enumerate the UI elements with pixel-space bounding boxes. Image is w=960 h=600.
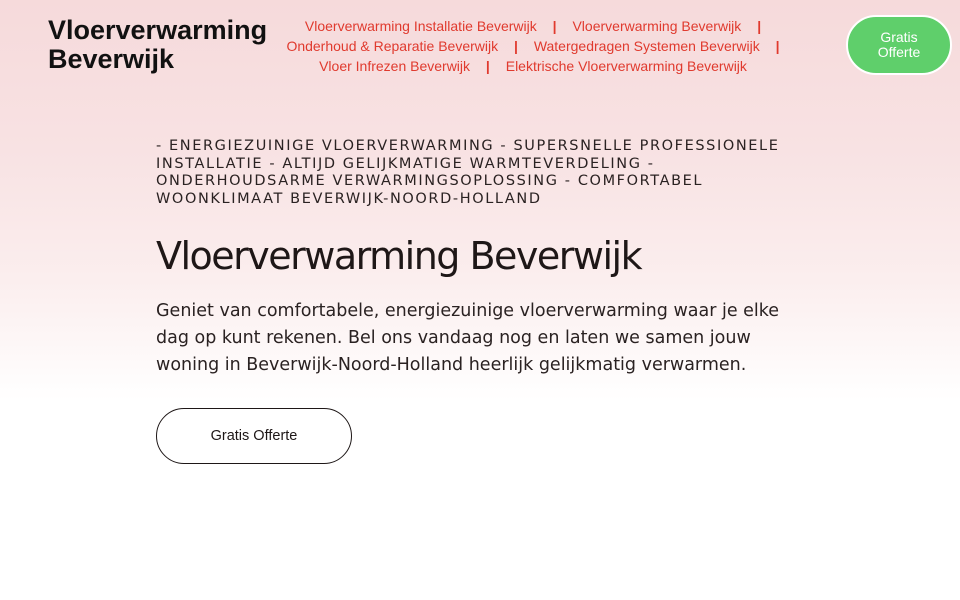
header-quote-label-line2: Offerte (877, 44, 921, 60)
hero-description: Geniet van comfortabele, energiezuinige vloerverwarming waar je elke dag op kunt rekenen. Bel ons vandaag nog en laten we samen jouw woning in Beverwijk-Noord-Holland heerlijk gelijkmatig verwarmen. (156, 301, 780, 375)
site-title (48, 16, 278, 74)
nav-link-installatie[interactable]: Vloerverwarming Installatie Beverwijk (304, 18, 537, 34)
nav-row-3 (268, 56, 798, 76)
header-quote-label (869, 30, 929, 60)
nav-row-2 (268, 36, 798, 56)
nav-link-elektrisch[interactable]: Elektrische Vloerverwarming Beverwijk (505, 58, 747, 74)
header-quote-button[interactable] (846, 15, 952, 75)
header-quote-label-line1: Gratis (880, 29, 918, 45)
nav-separator: | (514, 38, 518, 54)
nav-separator: | (552, 18, 557, 34)
hero-heading: Vloerverwarming Beverwijk (156, 234, 642, 278)
hero-tagline: - ENERGIEZUINIGE VLOERVERWARMING - SUPERSNELLE PROFESSIONELE INSTALLATIE - ALTIJD GELIJKMATIGE WARMTEVERDELING - ONDERHOUDSARME VERWARMINGSOPLOSSING - COMFORTABEL WOONKLIMAAT BEVERWIJK-NOORD-HOLLAND (156, 138, 780, 207)
nav-separator: | (757, 18, 762, 34)
nav-separator: | (775, 38, 780, 54)
nav-link-vloerverwarming[interactable]: Vloerverwarming Beverwijk (572, 18, 742, 34)
nav-separator: | (485, 58, 490, 74)
main-nav (268, 16, 798, 76)
nav-link-infrezen[interactable]: Vloer Infrezen Beverwijk (319, 58, 471, 74)
nav-link-onderhoud[interactable]: Onderhoud & Reparatie Beverwijk (286, 38, 499, 54)
hero-quote-button[interactable]: Gratis Offerte (156, 408, 352, 464)
nav-row-1 (268, 16, 798, 36)
hero-section (156, 138, 796, 379)
nav-link-watergedragen[interactable]: Watergedragen Systemen Beverwijk (533, 38, 760, 54)
site-title-link[interactable]: Vloerverwarming Beverwijk (48, 15, 268, 74)
